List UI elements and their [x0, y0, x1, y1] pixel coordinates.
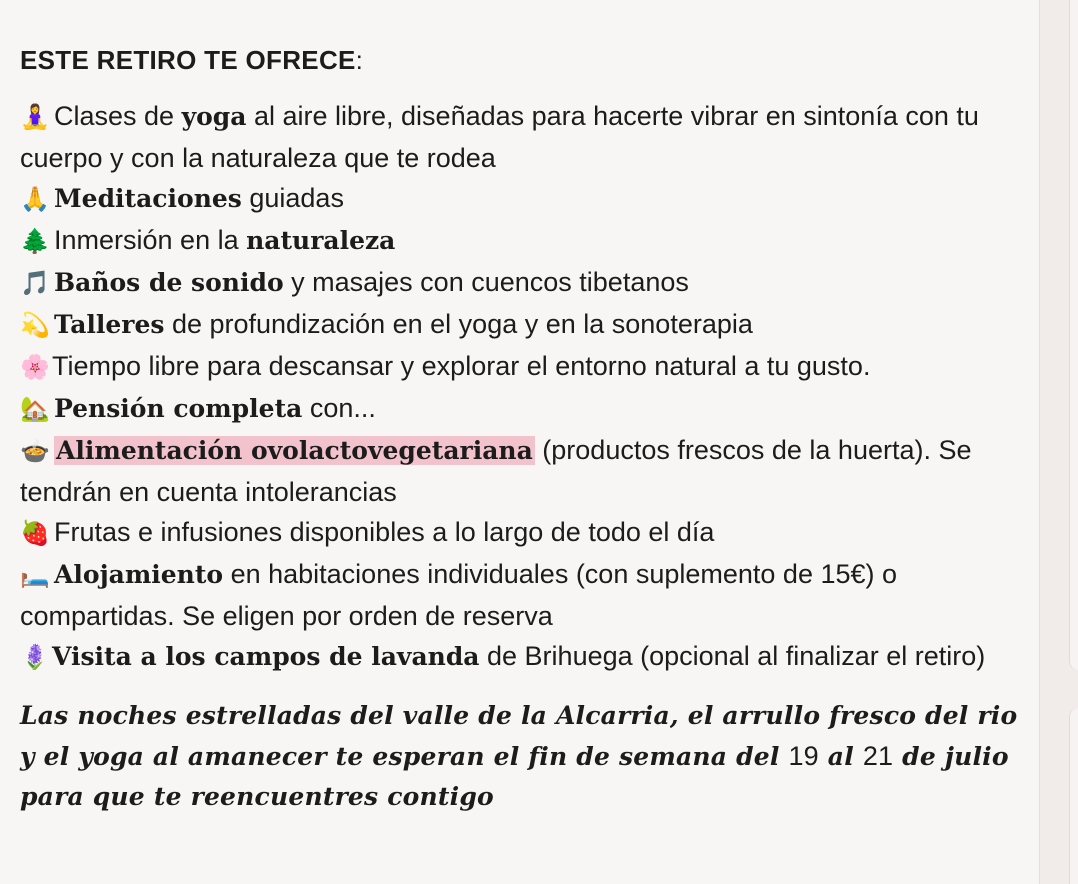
side-card-bottom: [1069, 708, 1078, 884]
emoji-icon: 🍲: [20, 438, 50, 465]
item-text: al aire libre, diseñadas para hacerte vibrar en sintonía con tu cuerpo y con la naturaleza que te rodea: [20, 101, 979, 173]
offer-item: [20, 96, 1030, 178]
closing-paragraph: [20, 696, 1030, 817]
item-text: en habitaciones individuales (con suplemento de 15€) o compartidas. Se eligen por orden de reserva: [20, 559, 898, 631]
item-text: Frutas e infusiones disponibles a lo largo de todo el día: [54, 517, 715, 547]
offer-item: [20, 388, 1030, 430]
closing-day-end: 21: [862, 741, 894, 771]
bold-text: yoga: [181, 102, 247, 131]
offer-item: [20, 178, 1030, 220]
emoji-icon: 🙏: [20, 186, 50, 213]
section-heading: [20, 40, 1030, 80]
emoji-icon: 🎵: [20, 270, 50, 297]
item-text: de profundización en el yoga y en la sonoterapia: [164, 309, 753, 339]
closing-text-1: Las noches estrelladas del valle de la Alcarria, el arrullo fresco del rio y el yoga al amanecer te esperan el fin de semana del: [20, 701, 1018, 771]
item-text: Clases de: [54, 101, 182, 131]
bold-text: Alojamiento: [54, 560, 224, 589]
emoji-icon: 🏡: [20, 396, 50, 423]
bold-text: Meditaciones: [54, 184, 242, 213]
item-text: (productos frescos de la huerta). Se tendrán en cuenta intolerancias: [20, 435, 972, 507]
closing-text-2: al: [818, 742, 863, 771]
heading-text: ESTE RETIRO TE OFRECE: [20, 45, 356, 75]
offer-item: [20, 262, 1030, 304]
item-text: de Brihuega (opcional al finalizar el retiro): [479, 641, 986, 671]
item-text: Inmersión en la: [54, 225, 247, 255]
offer-item: [20, 512, 1030, 554]
emoji-icon: 🌸: [20, 354, 50, 381]
emoji-icon: 🪻: [20, 644, 50, 671]
item-text: Tiempo libre para descansar y explorar el entorno natural a tu gusto.: [52, 351, 871, 381]
offer-item: [20, 430, 1030, 512]
item-text: con...: [302, 393, 376, 423]
offer-item: [20, 304, 1030, 346]
offer-item: [20, 554, 1030, 636]
offer-list: [20, 96, 1030, 678]
closing-text-3: de julio para que te reencuentres contigo: [20, 742, 1009, 811]
emoji-icon: 🍓: [20, 520, 50, 547]
heading-colon: :: [355, 45, 364, 75]
emoji-icon: 🛏️: [20, 562, 50, 589]
side-card-top: [1069, 0, 1078, 670]
highlighted-text: Alimentación ovolactovegetariana: [56, 436, 533, 465]
closing-day-start: 19: [788, 741, 819, 771]
item-text: y masajes con cuencos tibetanos: [283, 267, 689, 297]
offer-item: [20, 636, 1030, 678]
post-content: [20, 40, 1030, 817]
emoji-icon: 🌲: [20, 228, 50, 255]
item-text: guiadas: [241, 183, 344, 213]
bold-text: Pensión completa: [54, 394, 303, 423]
offer-item: [20, 346, 1030, 388]
bold-text: Talleres: [54, 310, 165, 339]
offer-item: [20, 220, 1030, 262]
emoji-icon: 🧘‍♀️: [20, 104, 50, 131]
emoji-icon: 💫: [20, 312, 50, 339]
bold-text: Visita a los campos de lavanda: [52, 642, 480, 671]
bold-text: Baños de sonido: [54, 268, 284, 297]
bold-text: naturaleza: [246, 226, 396, 255]
